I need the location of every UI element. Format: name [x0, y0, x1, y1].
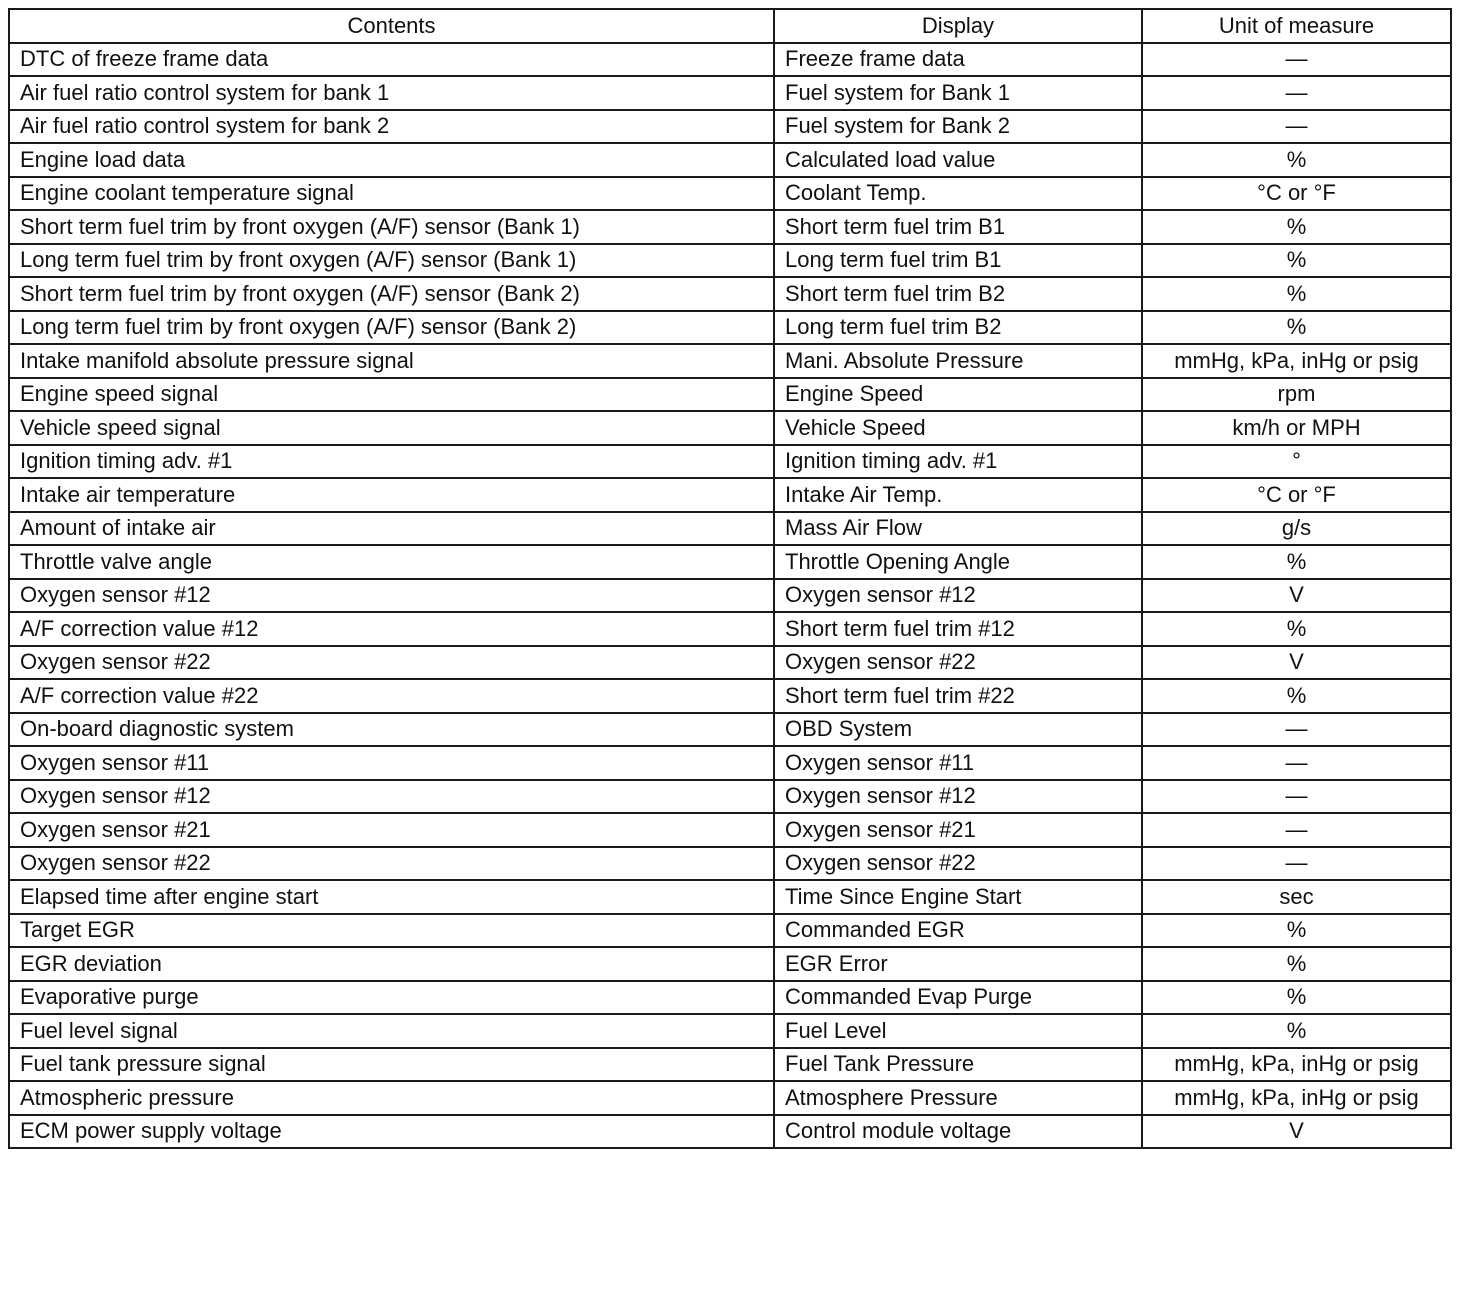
- table-row: [9, 780, 1451, 814]
- cell-unit: —: [1142, 110, 1451, 144]
- cell-display: Calculated load value: [774, 143, 1142, 177]
- cell-display: Mani. Absolute Pressure: [774, 344, 1142, 378]
- cell-display: Control module voltage: [774, 1115, 1142, 1149]
- table-row: [9, 847, 1451, 881]
- cell-unit: °C or °F: [1142, 177, 1451, 211]
- cell-contents: EGR deviation: [9, 947, 774, 981]
- cell-unit: rpm: [1142, 378, 1451, 412]
- cell-display: Mass Air Flow: [774, 512, 1142, 546]
- table-row: [9, 1014, 1451, 1048]
- cell-display: Oxygen sensor #22: [774, 847, 1142, 881]
- table-row: [9, 277, 1451, 311]
- cell-unit: %: [1142, 679, 1451, 713]
- cell-unit: —: [1142, 43, 1451, 77]
- cell-contents: Intake air temperature: [9, 478, 774, 512]
- cell-unit: °C or °F: [1142, 478, 1451, 512]
- table-body: [9, 43, 1451, 1149]
- cell-display: Freeze frame data: [774, 43, 1142, 77]
- table-row: [9, 646, 1451, 680]
- cell-unit: %: [1142, 545, 1451, 579]
- cell-contents: Engine load data: [9, 143, 774, 177]
- cell-contents: Oxygen sensor #21: [9, 813, 774, 847]
- cell-unit: V: [1142, 579, 1451, 613]
- cell-display: Fuel system for Bank 2: [774, 110, 1142, 144]
- cell-display: Long term fuel trim B2: [774, 311, 1142, 345]
- cell-display: Oxygen sensor #12: [774, 579, 1142, 613]
- table-row: [9, 713, 1451, 747]
- cell-display: Intake Air Temp.: [774, 478, 1142, 512]
- cell-unit: sec: [1142, 880, 1451, 914]
- cell-unit: mmHg, kPa, inHg or psig: [1142, 344, 1451, 378]
- cell-display: Oxygen sensor #22: [774, 646, 1142, 680]
- cell-unit: mmHg, kPa, inHg or psig: [1142, 1081, 1451, 1115]
- table-row: [9, 746, 1451, 780]
- cell-display: Fuel Tank Pressure: [774, 1048, 1142, 1082]
- table-row: [9, 880, 1451, 914]
- cell-display: EGR Error: [774, 947, 1142, 981]
- table-row: [9, 579, 1451, 613]
- table-row: [9, 512, 1451, 546]
- cell-display: Throttle Opening Angle: [774, 545, 1142, 579]
- cell-unit: g/s: [1142, 512, 1451, 546]
- table-row: [9, 411, 1451, 445]
- cell-contents: A/F correction value #12: [9, 612, 774, 646]
- table-row: [9, 1115, 1451, 1149]
- header-contents: Contents: [9, 9, 774, 43]
- cell-unit: mmHg, kPa, inHg or psig: [1142, 1048, 1451, 1082]
- table-row: [9, 344, 1451, 378]
- cell-unit: —: [1142, 746, 1451, 780]
- table-row: [9, 445, 1451, 479]
- cell-contents: Short term fuel trim by front oxygen (A/F) sensor (Bank 2): [9, 277, 774, 311]
- cell-unit: —: [1142, 780, 1451, 814]
- cell-display: Coolant Temp.: [774, 177, 1142, 211]
- table-row: [9, 311, 1451, 345]
- cell-display: OBD System: [774, 713, 1142, 747]
- table-row: [9, 110, 1451, 144]
- cell-contents: Air fuel ratio control system for bank 2: [9, 110, 774, 144]
- cell-unit: %: [1142, 244, 1451, 278]
- cell-display: Ignition timing adv. #1: [774, 445, 1142, 479]
- table-row: [9, 378, 1451, 412]
- cell-display: Oxygen sensor #21: [774, 813, 1142, 847]
- cell-contents: Oxygen sensor #22: [9, 847, 774, 881]
- cell-unit: —: [1142, 76, 1451, 110]
- cell-contents: On-board diagnostic system: [9, 713, 774, 747]
- cell-contents: Ignition timing adv. #1: [9, 445, 774, 479]
- cell-contents: Fuel level signal: [9, 1014, 774, 1048]
- cell-display: Fuel Level: [774, 1014, 1142, 1048]
- cell-unit: —: [1142, 847, 1451, 881]
- table-row: [9, 43, 1451, 77]
- cell-unit: %: [1142, 947, 1451, 981]
- table-row: [9, 210, 1451, 244]
- cell-contents: Elapsed time after engine start: [9, 880, 774, 914]
- cell-contents: Short term fuel trim by front oxygen (A/F) sensor (Bank 1): [9, 210, 774, 244]
- table-row: [9, 679, 1451, 713]
- table-row: [9, 545, 1451, 579]
- cell-contents: ECM power supply voltage: [9, 1115, 774, 1149]
- cell-display: Commanded EGR: [774, 914, 1142, 948]
- table-row: [9, 1081, 1451, 1115]
- cell-contents: Air fuel ratio control system for bank 1: [9, 76, 774, 110]
- cell-contents: Oxygen sensor #11: [9, 746, 774, 780]
- cell-display: Long term fuel trim B1: [774, 244, 1142, 278]
- header-display: Display: [774, 9, 1142, 43]
- cell-display: Vehicle Speed: [774, 411, 1142, 445]
- cell-display: Fuel system for Bank 1: [774, 76, 1142, 110]
- cell-unit: %: [1142, 1014, 1451, 1048]
- cell-display: Short term fuel trim B1: [774, 210, 1142, 244]
- cell-contents: Amount of intake air: [9, 512, 774, 546]
- cell-display: Engine Speed: [774, 378, 1142, 412]
- cell-display: Time Since Engine Start: [774, 880, 1142, 914]
- cell-display: Oxygen sensor #12: [774, 780, 1142, 814]
- table-row: [9, 177, 1451, 211]
- freeze-frame-table-container: [8, 8, 1450, 1149]
- cell-contents: Target EGR: [9, 914, 774, 948]
- header-row: [9, 9, 1451, 43]
- cell-unit: °: [1142, 445, 1451, 479]
- cell-unit: %: [1142, 914, 1451, 948]
- cell-unit: %: [1142, 277, 1451, 311]
- cell-unit: %: [1142, 311, 1451, 345]
- cell-display: Atmosphere Pressure: [774, 1081, 1142, 1115]
- cell-display: Commanded Evap Purge: [774, 981, 1142, 1015]
- table-row: [9, 478, 1451, 512]
- cell-contents: Atmospheric pressure: [9, 1081, 774, 1115]
- cell-contents: Oxygen sensor #12: [9, 780, 774, 814]
- cell-unit: %: [1142, 981, 1451, 1015]
- cell-unit: —: [1142, 713, 1451, 747]
- table-row: [9, 244, 1451, 278]
- cell-unit: %: [1142, 612, 1451, 646]
- cell-contents: Intake manifold absolute pressure signal: [9, 344, 774, 378]
- cell-contents: Vehicle speed signal: [9, 411, 774, 445]
- cell-unit: %: [1142, 143, 1451, 177]
- cell-display: Oxygen sensor #11: [774, 746, 1142, 780]
- cell-unit: km/h or MPH: [1142, 411, 1451, 445]
- table-row: [9, 143, 1451, 177]
- cell-contents: Evaporative purge: [9, 981, 774, 1015]
- freeze-frame-table: [8, 8, 1452, 1149]
- table-row: [9, 813, 1451, 847]
- table-row: [9, 76, 1451, 110]
- cell-unit: V: [1142, 646, 1451, 680]
- cell-unit: —: [1142, 813, 1451, 847]
- cell-display: Short term fuel trim B2: [774, 277, 1142, 311]
- table-row: [9, 1048, 1451, 1082]
- cell-contents: DTC of freeze frame data: [9, 43, 774, 77]
- cell-unit: V: [1142, 1115, 1451, 1149]
- cell-contents: Engine speed signal: [9, 378, 774, 412]
- header-unit: Unit of measure: [1142, 9, 1451, 43]
- table-row: [9, 914, 1451, 948]
- cell-unit: %: [1142, 210, 1451, 244]
- table-row: [9, 981, 1451, 1015]
- cell-display: Short term fuel trim #12: [774, 612, 1142, 646]
- cell-contents: Long term fuel trim by front oxygen (A/F) sensor (Bank 1): [9, 244, 774, 278]
- cell-contents: Fuel tank pressure signal: [9, 1048, 774, 1082]
- cell-contents: Throttle valve angle: [9, 545, 774, 579]
- cell-contents: Oxygen sensor #12: [9, 579, 774, 613]
- cell-contents: Oxygen sensor #22: [9, 646, 774, 680]
- table-row: [9, 947, 1451, 981]
- cell-contents: Long term fuel trim by front oxygen (A/F) sensor (Bank 2): [9, 311, 774, 345]
- cell-contents: A/F correction value #22: [9, 679, 774, 713]
- table-header: [9, 9, 1451, 43]
- cell-display: Short term fuel trim #22: [774, 679, 1142, 713]
- table-row: [9, 612, 1451, 646]
- cell-contents: Engine coolant temperature signal: [9, 177, 774, 211]
